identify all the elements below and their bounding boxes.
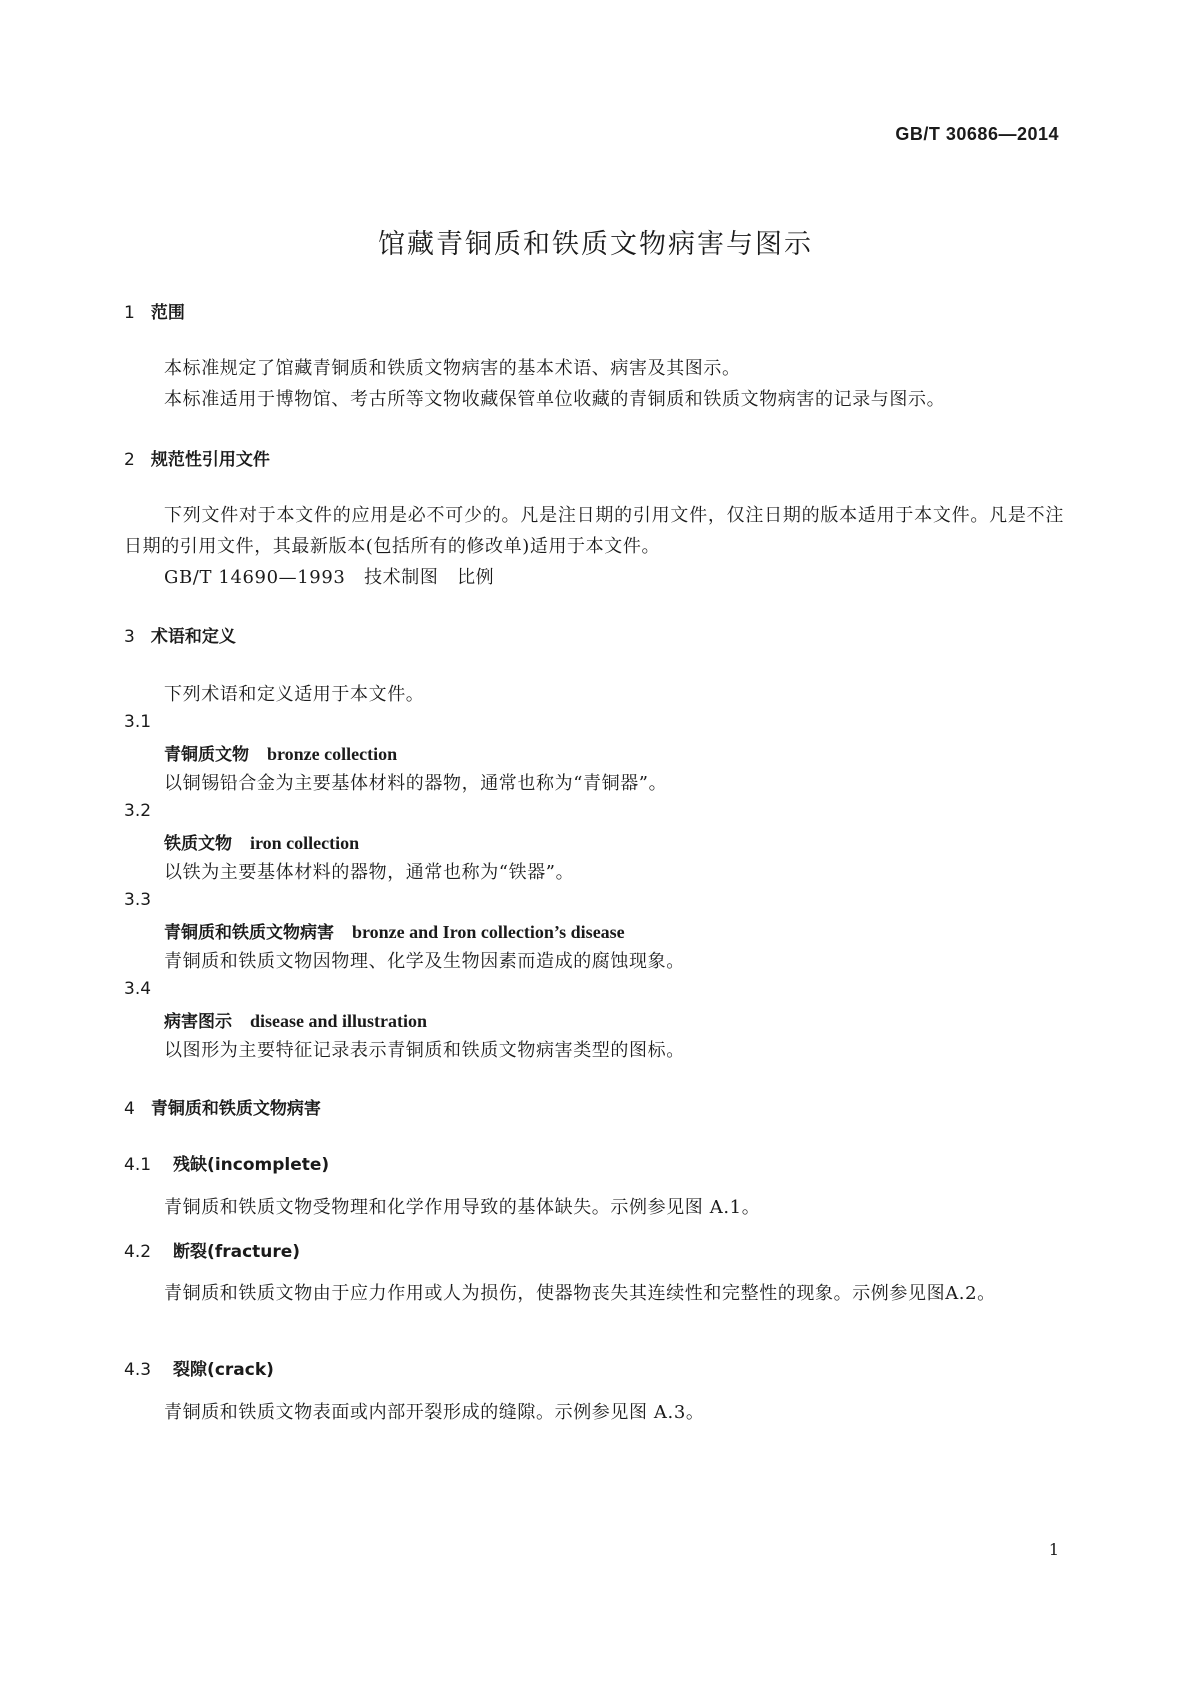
section-2-heading <box>124 445 270 470</box>
subsection-heading <box>124 1237 300 1262</box>
term-definition: 以铜锡铅合金为主要基体材料的器物，通常也称为“青铜器”。 <box>164 773 668 794</box>
subsection-text: 青铜质和铁质文物表面或内部开裂形成的缝隙。示例参见图 A.3。 <box>164 1402 705 1423</box>
term-english-name: bronze and Iron collection’s disease <box>352 922 625 942</box>
subsection-number: 4.2 <box>124 1242 152 1262</box>
section-1-paragraph-2: 本标准适用于博物馆、考古所等文物收藏保管单位收藏的青铜质和铁质文物病害的记录与图示。 <box>164 389 946 410</box>
subsection-title: 断裂(fracture) <box>173 1242 301 1262</box>
section-4-heading <box>124 1094 321 1119</box>
page-number: 1 <box>1048 1540 1059 1559</box>
term-number: 3.2 <box>124 801 152 821</box>
term-chinese-name: 青铜质和铁质文物病害 <box>164 923 334 943</box>
term-number: 3.4 <box>124 979 152 999</box>
term-english-name: bronze collection <box>267 744 398 764</box>
term-title <box>164 829 359 854</box>
subsection-title: 残缺(incomplete) <box>173 1155 330 1175</box>
term-number: 3.3 <box>124 890 152 910</box>
section-3-heading <box>124 622 236 647</box>
subsection-number: 4.3 <box>124 1360 152 1380</box>
term-definition: 以图形为主要特征记录表示青铜质和铁质文物病害类型的图标。 <box>164 1040 685 1061</box>
term-english-name: iron collection <box>250 833 360 853</box>
subsection-number: 4.1 <box>124 1155 152 1175</box>
subsection-text: 青铜质和铁质文物受物理和化学作用导致的基体缺失。示例参见图 A.1。 <box>164 1197 761 1218</box>
subsection-heading <box>124 1150 329 1175</box>
section-3-title: 术语和定义 <box>150 627 236 647</box>
section-4-title: 青铜质和铁质文物病害 <box>150 1099 321 1119</box>
section-1-heading <box>124 298 185 323</box>
section-1-number: 1 <box>124 303 135 323</box>
term-english-name: disease and illustration <box>250 1011 428 1031</box>
document-title: 馆藏青铜质和铁质文物病害与图示 <box>378 229 813 260</box>
subsection-heading <box>124 1355 274 1380</box>
section-2-number: 2 <box>124 450 135 470</box>
term-title <box>164 918 625 943</box>
normative-reference: GB/T 14690—1993 技术制图 比例 <box>164 567 495 588</box>
section-4-number: 4 <box>124 1099 135 1119</box>
term-chinese-name: 病害图示 <box>164 1012 232 1032</box>
section-3-intro: 下列术语和定义适用于本文件。 <box>164 684 425 705</box>
term-chinese-name: 铁质文物 <box>164 834 232 854</box>
subsection-text: 青铜质和铁质文物由于应力作用或人为损伤，使器物丧失其连续性和完整性的现象。示例参见图A.2。 <box>164 1283 996 1304</box>
section-3-number: 3 <box>124 627 135 647</box>
standard-code: GB/T 30686—2014 <box>895 124 1059 144</box>
section-2-paragraph: 下列文件对于本文件的应用是必不可少的。凡是注日期的引用文件，仅注日期的版本适用于本文件。凡是不注日期的引用文件，其最新版本(包括所有的修改单)适用于本文件。 <box>124 505 1064 557</box>
section-1-paragraph-1: 本标准规定了馆藏青铜质和铁质文物病害的基本术语、病害及其图示。 <box>164 358 741 379</box>
term-definition: 青铜质和铁质文物因物理、化学及生物因素而造成的腐蚀现象。 <box>164 951 685 972</box>
term-number: 3.1 <box>124 712 152 732</box>
term-definition: 以铁为主要基体材料的器物，通常也称为“铁器”。 <box>164 862 575 883</box>
term-chinese-name: 青铜质文物 <box>164 745 249 765</box>
term-title <box>164 740 397 765</box>
section-1-title: 范围 <box>150 303 185 323</box>
subsection-title: 裂隙(crack) <box>173 1360 274 1380</box>
term-title <box>164 1007 427 1032</box>
section-2-title: 规范性引用文件 <box>150 450 270 470</box>
